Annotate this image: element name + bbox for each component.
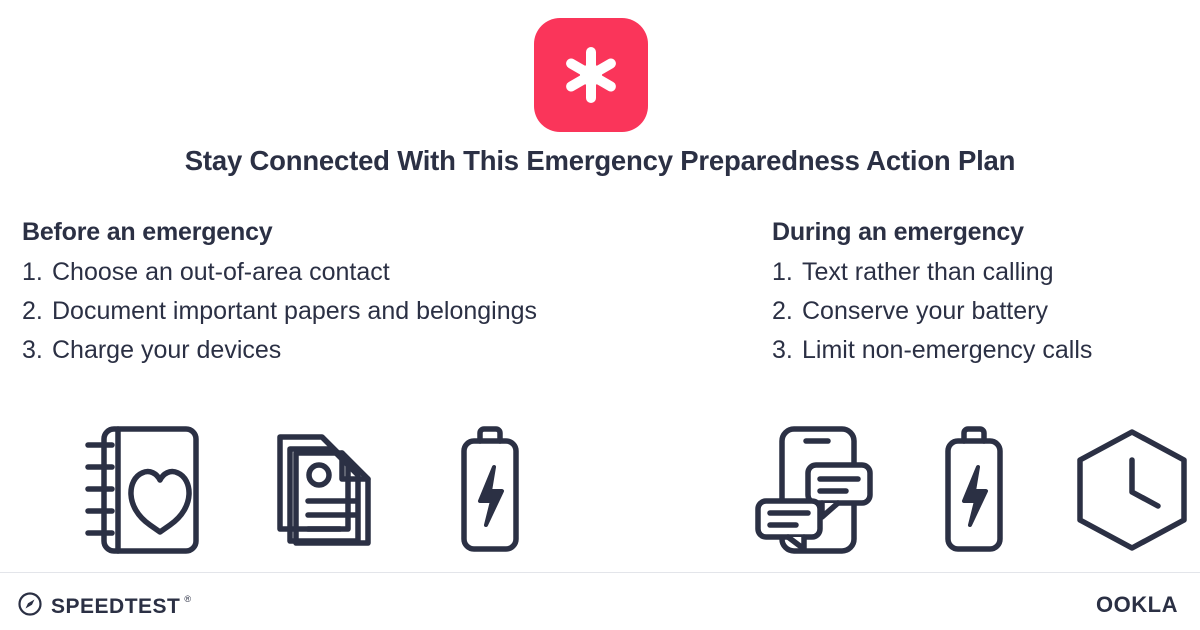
phone-message-icon	[752, 420, 876, 560]
speedtest-logo-mark	[534, 18, 648, 132]
ookla-footer-logo	[1096, 592, 1178, 618]
column-title-during: During an emergency	[772, 218, 1024, 246]
speedtest-footer-logo	[18, 592, 191, 621]
step-number: 2.	[22, 297, 43, 325]
battery-charging-icon	[450, 420, 530, 560]
list-item	[22, 253, 742, 292]
column-before-emergency	[22, 218, 742, 370]
steps-list-before	[22, 253, 742, 370]
trademark-symbol: ®	[184, 594, 192, 604]
step-number: 2.	[772, 297, 793, 325]
column-title-before: Before an emergency	[22, 218, 273, 246]
icon-row-before	[80, 420, 520, 560]
step-number: 3.	[22, 336, 43, 364]
column-during-emergency	[772, 218, 1192, 370]
step-number: 3.	[772, 336, 793, 364]
list-item	[22, 331, 742, 370]
step-number: 1.	[22, 258, 43, 286]
step-text: Limit non-emergency calls	[802, 336, 1093, 364]
speedtest-wordmark: SPEEDTEST	[51, 594, 181, 618]
list-item	[22, 292, 742, 331]
steps-list-during	[772, 253, 1192, 370]
ookla-wordmark: OOKLA	[1096, 592, 1178, 617]
speedtest-gauge-icon	[18, 592, 42, 621]
page-title: Stay Connected With This Emergency Preparedness Action Plan	[184, 145, 1016, 176]
notebook-heart-icon	[80, 420, 204, 560]
step-number: 1.	[772, 258, 793, 286]
battery-charging-icon	[934, 420, 1014, 560]
footer-divider	[0, 572, 1200, 573]
step-text: Choose an out-of-area contact	[52, 258, 390, 286]
step-text: Document important papers and belongings	[52, 297, 538, 325]
step-text: Text rather than calling	[802, 258, 1054, 286]
step-text: Charge your devices	[52, 336, 282, 364]
list-item	[772, 292, 1192, 331]
speedtest-asterisk-icon	[559, 43, 623, 107]
documents-stack-icon	[266, 420, 388, 560]
list-item	[772, 331, 1192, 370]
list-item	[772, 253, 1192, 292]
icon-row-during	[752, 420, 1182, 560]
step-text: Conserve your battery	[802, 297, 1048, 325]
hexagon-clock-icon	[1072, 420, 1192, 560]
